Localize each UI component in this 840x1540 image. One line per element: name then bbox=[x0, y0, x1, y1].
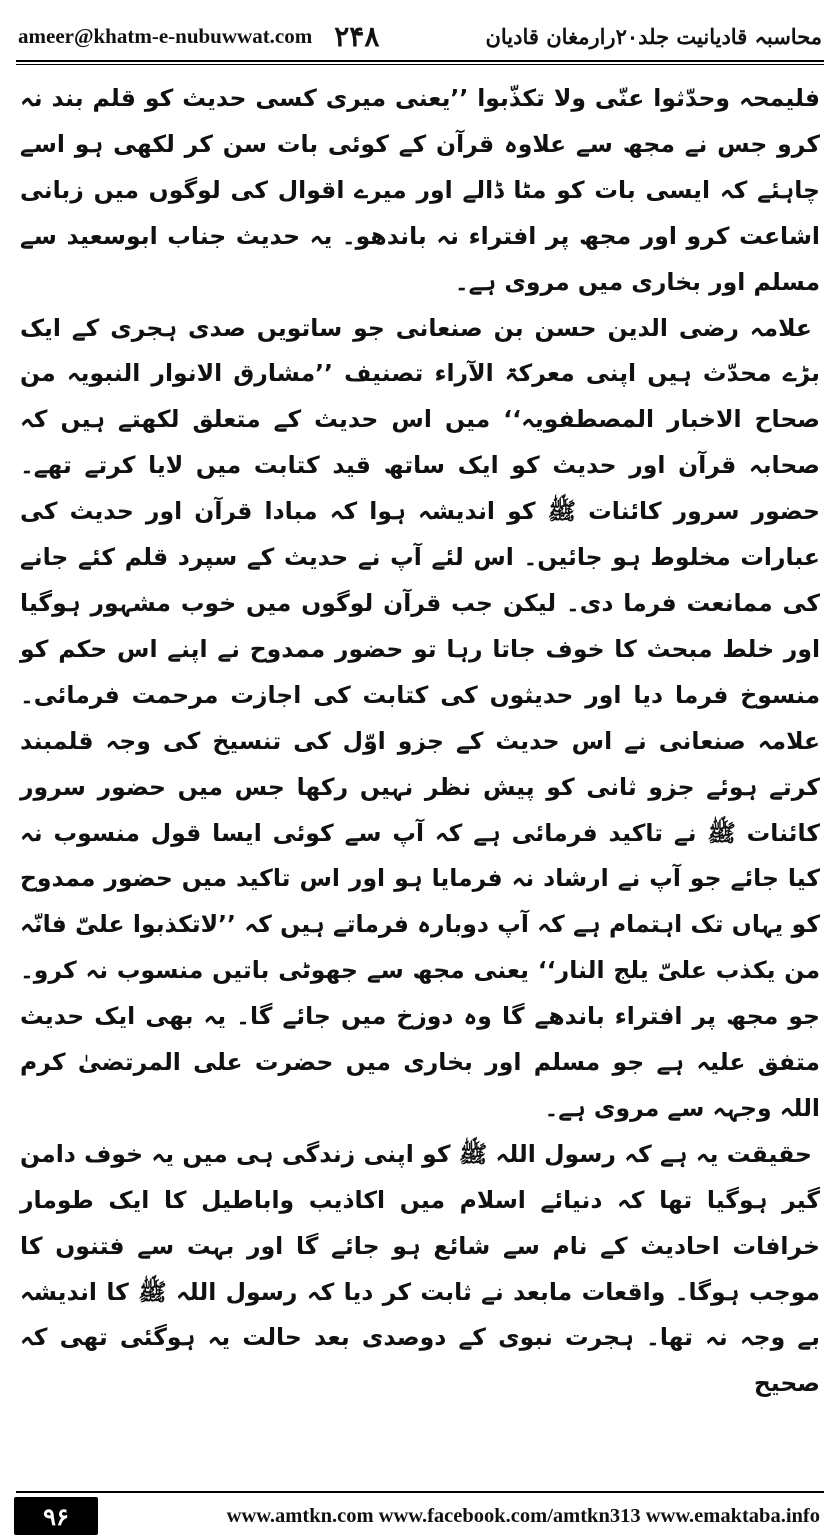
page-body bbox=[20, 76, 820, 1407]
footer-urls: www.amtkn.com www.facebook.com/amtkn313 www.emaktaba.info bbox=[226, 1504, 820, 1527]
footer-page-number: ۹۶ bbox=[14, 1497, 98, 1535]
paragraph-3: حقیقت یہ ہے کہ رسول اللہ ﷺ کو اپنی زندگی ہی میں یہ خوف دامن گیر ہوگیا تھا کہ دنیائے اسلام میں اکاذیب واباطیل کا ایک طومار خرافات احادیث کے نام سے شائع ہو جائے گا اور بہت سے فتنوں کا موجب ہوگا۔ واقعات مابعد نے ثابت کر دیا کہ رسول اللہ ﷺ کا اندیشہ بے وجہ نہ تھا۔ ہجرت نبوی کے دوصدی بعد حالت یہ ہوگئی تھی کہ صحیح bbox=[20, 1139, 820, 1398]
page-footer bbox=[14, 1496, 826, 1536]
header-rule-thin bbox=[16, 64, 824, 65]
header-page-number: ۲۴۸ bbox=[334, 19, 380, 53]
paragraph-1: فلیمحہ وحدّثوا عنّی ولا تکذّبوا ’’یعنی میری کسی حدیث کو قلم بند نہ کرو جس نے مجھ سے علاوہ قرآن کے کوئی بات سن کر لکھی ہو اسے چاہئے کہ ایسی بات کو مٹا ڈالے اور میرے اقوال کی لوگوں میں زبانی اشاعت کرو اور مجھ پر افتراء نہ باندھو۔ یہ حدیث جناب ابوسعید سے مسلم اور بخاری میں مروی ہے۔ bbox=[20, 84, 820, 296]
header-rule bbox=[16, 60, 824, 62]
footer-rule bbox=[16, 1491, 824, 1493]
header-email: ameer@khatm-e-nubuwwat.com bbox=[18, 23, 313, 48]
paragraph-2: علامہ رضی الدین حسن بن صنعانی جو ساتویں صدی ہجری کے ایک بڑے محدّث ہیں اپنی معرکۃ الآراء تصنیف ’’مشارق الانوار النبویہ من صحاح الاخبار المصطفویہ‘‘ میں اس حدیث کے متعلق لکھتے ہیں کہ صحابہ قرآن اور حدیث کو ایک ساتھ قید کتابت میں لایا کرتے تھے۔ حضور سرور کائنات ﷺ کو اندیشہ ہوا کہ مبادا قرآن اور حدیث کی عبارات مخلوط ہو جائیں۔ اس لئے آپ نے حدیث کے سپرد قلم کئے جانے کی ممانعت فرما دی۔ لیکن جب قرآن لوگوں میں خوب مشہور ہوگیا اور خلط مبحث کا خوف جاتا رہا تو حضور ممدوح نے اپنے اس حکم کو منسوخ فرما دیا اور حدیثوں کی کتابت کی اجازت مرحمت فرمائی۔ علامہ صنعانی نے اس حدیث کے جزو اوّل کی تنسیخ کی وجہ قلمبند کرتے ہوئے جزو ثانی کو پیش نظر نہیں رکھا جس میں حضور سرور کائنات ﷺ نے تاکید فرمائی ہے کہ آپ سے کوئی ایسا قول منسوب نہ کیا جائے جو آپ نے ارشاد نہ فرمایا ہو اور اس تاکید میں حضور ممدوح کو یہاں تک اہتمام ہے کہ آپ دوبارہ فرماتے ہیں کہ ’’لاتکذبوا علیّ فانّہ من یکذب علیّ یلج النار‘‘ یعنی مجھ سے جھوٹی باتیں منسوب نہ کرو۔ جو مجھ پر افتراء باندھے گا وہ دوزخ میں جائے گا۔ یہ بھی ایک حدیث متفق علیہ ہے جو مسلم اور بخاری میں حضرت علی المرتضیٰ کرم اللہ وجہہ سے مروی ہے۔ bbox=[20, 313, 820, 1122]
page-header bbox=[18, 14, 822, 58]
header-left bbox=[18, 20, 379, 53]
running-title: محاسبہ قادیانیت جلد۲۰رارمغان قادیان bbox=[485, 23, 822, 49]
